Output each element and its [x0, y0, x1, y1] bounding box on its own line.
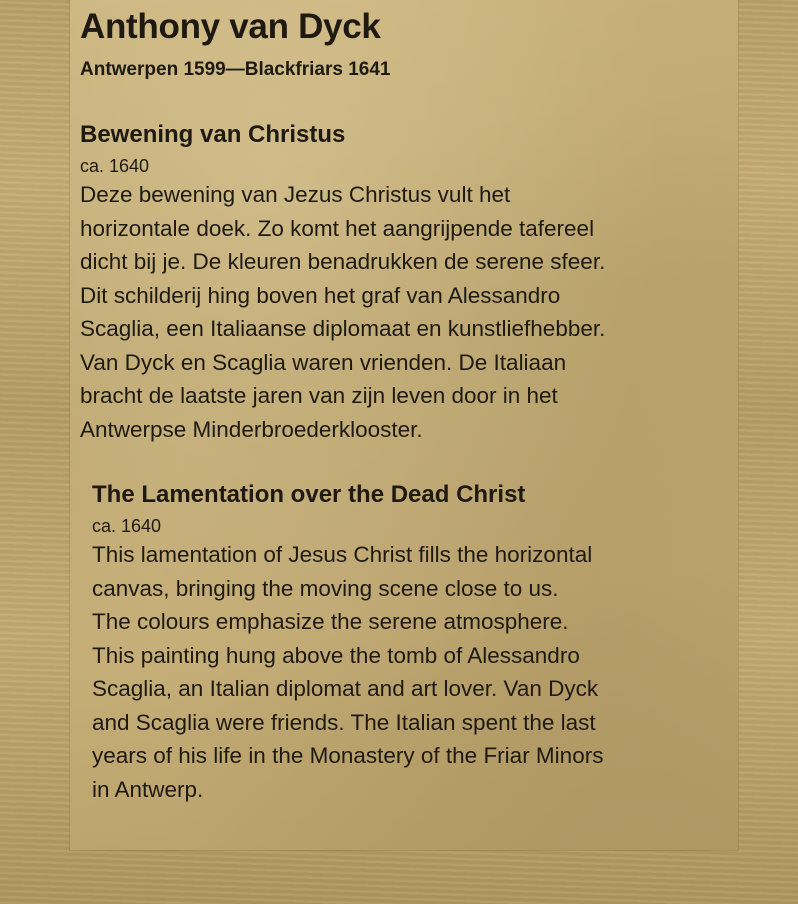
english-section: [80, 480, 740, 806]
dutch-line: bracht de laatste jaren van zijn leven door in het: [80, 383, 558, 408]
artist-lifespan: Antwerpen 1599—Blackfriars 1641: [80, 59, 391, 80]
english-description: [92, 538, 740, 806]
english-date: ca. 1640: [92, 516, 162, 536]
dutch-line: Van Dyck en Scaglia waren vrienden. De Italiaan: [80, 349, 567, 375]
english-line: in Antwerp.: [92, 776, 204, 802]
dutch-line: dicht bij je. De kleuren benadrukken de serene sfeer.: [80, 249, 606, 274]
dutch-line: Deze bewening van Jezus Christus vult het: [80, 182, 511, 207]
dutch-line: Dit schilderij hing boven het graf van Alessandro: [80, 282, 561, 308]
dutch-line: Scaglia, een Italiaanse diplomaat en kunstliefhebber.: [80, 316, 606, 341]
english-line: This painting hung above the tomb of Alessandro: [92, 642, 580, 668]
label-content: [80, 4, 740, 806]
museum-label-plaque: [70, 0, 738, 850]
english-line: and Scaglia were friends. The Italian spent the last: [92, 709, 596, 735]
dutch-title: Bewening van Christus: [80, 121, 346, 148]
artist-name: Anthony van Dyck: [80, 7, 381, 46]
english-line: The colours emphasize the serene atmosphere.: [92, 609, 569, 634]
english-line: Scaglia, an Italian diplomat and art lover. Van Dyck: [92, 676, 599, 701]
dutch-description: [80, 178, 740, 446]
dutch-date: ca. 1640: [80, 156, 150, 176]
english-title: The Lamentation over the Dead Christ: [92, 481, 526, 508]
english-line: years of his life in the Monastery of the Friar Minors: [92, 743, 604, 768]
english-line: canvas, bringing the moving scene close to us.: [92, 575, 559, 601]
dutch-line: horizontale doek. Zo komt het aangrijpende tafereel: [80, 215, 595, 241]
dutch-line: Antwerpse Minderbroederklooster.: [80, 416, 423, 442]
english-line: This lamentation of Jesus Christ fills the horizontal: [92, 542, 593, 567]
dutch-section: [80, 120, 740, 446]
